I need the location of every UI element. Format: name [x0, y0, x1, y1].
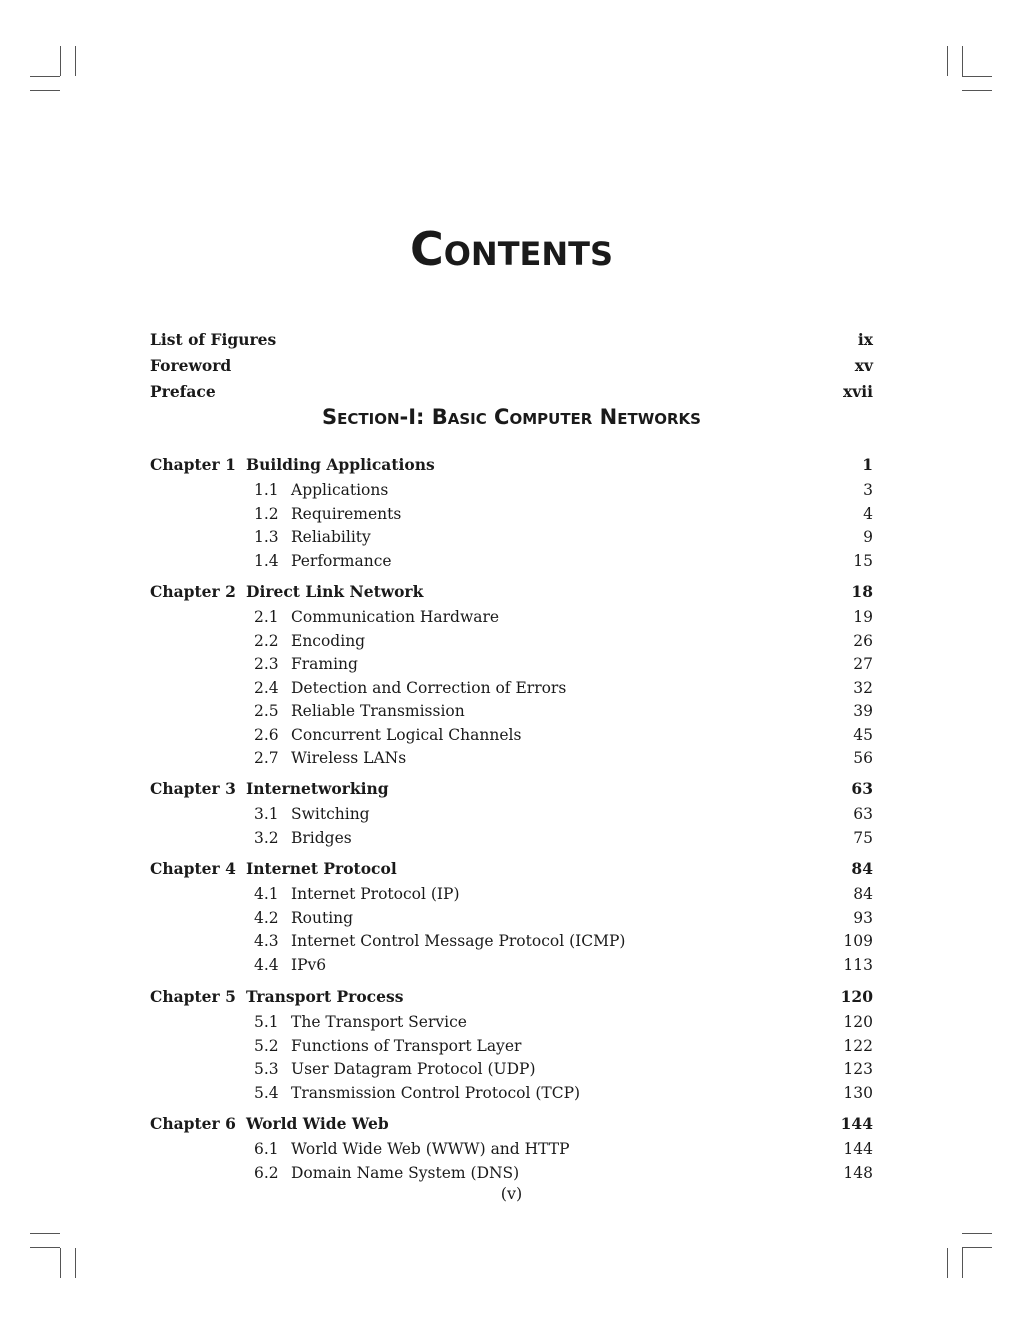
chapter-entry[interactable]: [150, 986, 873, 1008]
section-page-number: 9: [863, 528, 873, 546]
section-number: 5.2: [254, 1036, 279, 1055]
crop-mark: [60, 46, 61, 76]
chapter-page-number: 63: [851, 779, 873, 798]
chapter-entry[interactable]: [150, 1113, 873, 1135]
section-number: 3.1: [254, 805, 279, 823]
chapter-page-number: 120: [840, 987, 873, 1006]
chapter-title: Internet Protocol: [246, 859, 397, 878]
section-title: Wireless LANs: [291, 749, 407, 767]
section-number: 4.2: [254, 908, 279, 927]
section-title: Detection and Correction of Errors: [291, 678, 567, 697]
crop-mark: [962, 46, 963, 76]
crop-mark: [962, 76, 992, 77]
section-title: Switching: [291, 805, 370, 823]
section-entry[interactable]: [150, 930, 873, 952]
section-entry[interactable]: [150, 724, 873, 746]
crop-mark: [947, 1248, 948, 1278]
crop-mark: [75, 46, 76, 76]
section-entry[interactable]: [150, 907, 873, 929]
section-page-number: 148: [843, 1163, 873, 1182]
section-page-number: 75: [853, 828, 873, 847]
section-page-number: 45: [853, 725, 873, 744]
chapter-title: Internetworking: [246, 779, 389, 798]
section-title: Transmission Control Protocol (TCP): [291, 1083, 581, 1102]
section-number: 2.1: [254, 608, 279, 626]
section-page-number: 122: [843, 1036, 873, 1055]
entry-page-number: ix: [857, 330, 873, 349]
section-entry[interactable]: [150, 803, 873, 825]
section-number: 1.2: [254, 504, 279, 523]
section-number: 6.1: [254, 1140, 279, 1158]
crop-mark: [30, 90, 60, 91]
section-title: World Wide Web (WWW) and HTTP: [291, 1140, 570, 1158]
section-entry[interactable]: [150, 747, 873, 769]
section-number: 2.3: [254, 655, 279, 673]
section-number: 1.4: [254, 551, 279, 570]
chapter-label: Chapter 3: [150, 779, 236, 798]
section-page-number: 113: [843, 955, 873, 974]
chapter-title: World Wide Web: [246, 1114, 389, 1133]
front-matter-entry[interactable]: [150, 329, 873, 351]
section-page-number: 27: [853, 655, 873, 673]
section-entry[interactable]: [150, 1011, 873, 1033]
section-entry[interactable]: [150, 653, 873, 675]
crop-mark: [30, 1233, 60, 1234]
chapter-label: Chapter 1: [150, 455, 236, 474]
chapter-title: Building Applications: [246, 455, 435, 474]
section-number: 5.3: [254, 1060, 279, 1078]
chapter-title: Direct Link Network: [246, 582, 424, 601]
section-entry[interactable]: [150, 503, 873, 525]
section-entry[interactable]: [150, 526, 873, 548]
section-title: Reliable Transmission: [291, 702, 465, 720]
front-matter-entry[interactable]: [150, 381, 873, 403]
entry-page-number: xv: [854, 356, 873, 375]
chapter-page-number: 144: [840, 1114, 873, 1133]
section-page-number: 32: [853, 678, 873, 697]
section-entry[interactable]: [150, 1138, 873, 1160]
section-entry[interactable]: [150, 1058, 873, 1080]
section-number: 2.6: [254, 725, 279, 744]
section-page-number: 4: [863, 504, 873, 523]
section-title: Bridges: [291, 828, 352, 847]
section-title: User Datagram Protocol (UDP): [291, 1060, 536, 1078]
chapter-page-number: 18: [851, 582, 873, 601]
section-number: 2.5: [254, 702, 279, 720]
chapter-label: Chapter 2: [150, 582, 236, 601]
section-entry[interactable]: [150, 550, 873, 572]
chapter-entry[interactable]: [150, 858, 873, 880]
section-heading: Section-I: Basic Computer Networks: [322, 405, 701, 429]
section-entry[interactable]: [150, 1082, 873, 1104]
section-title: Concurrent Logical Channels: [291, 725, 522, 744]
section-title: Internet Control Message Protocol (ICMP): [291, 932, 626, 950]
section-page-number: 26: [853, 631, 873, 650]
page-title: Contents: [409, 222, 614, 276]
section-number: 4.1: [254, 885, 279, 903]
chapter-title: Transport Process: [246, 987, 404, 1006]
section-number: 4.3: [254, 932, 279, 950]
entry-title: List of Figures: [150, 330, 277, 349]
chapter-entry[interactable]: [150, 581, 873, 603]
chapter-label: Chapter 6: [150, 1114, 236, 1133]
section-number: 5.1: [254, 1013, 279, 1031]
crop-mark: [962, 1247, 992, 1248]
chapter-entry[interactable]: [150, 454, 873, 476]
section-number: 3.2: [254, 828, 279, 847]
crop-mark: [962, 90, 992, 91]
section-number: 6.2: [254, 1163, 279, 1182]
chapter-label: Chapter 5: [150, 987, 236, 1006]
section-title: Requirements: [291, 504, 402, 523]
section-page-number: 130: [843, 1083, 873, 1102]
section-page-number: 19: [853, 608, 873, 626]
section-title: Internet Protocol (IP): [291, 885, 460, 903]
crop-mark: [30, 76, 60, 77]
section-page-number: 3: [863, 481, 873, 499]
section-page-number: 123: [843, 1060, 873, 1078]
section-page-number: 120: [843, 1013, 873, 1031]
section-entry[interactable]: [150, 954, 873, 976]
section-entry[interactable]: [150, 630, 873, 652]
section-page-number: 84: [853, 885, 873, 903]
section-entry[interactable]: [150, 1162, 873, 1184]
section-number: 1.1: [254, 481, 279, 499]
chapter-label: Chapter 4: [150, 859, 236, 878]
section-page-number: 63: [853, 805, 873, 823]
section-page-number: 109: [843, 932, 873, 950]
section-title: The Transport Service: [291, 1013, 467, 1031]
entry-page-number: xvii: [842, 382, 873, 401]
section-page-number: 93: [853, 908, 873, 927]
chapter-entry[interactable]: [150, 778, 873, 800]
section-number: 4.4: [254, 955, 279, 974]
section-title: Reliability: [291, 528, 371, 546]
crop-mark: [60, 1248, 61, 1278]
crop-mark: [75, 1248, 76, 1278]
section-title: Encoding: [291, 631, 366, 650]
section-entry[interactable]: [150, 1035, 873, 1057]
section-number: 1.3: [254, 528, 279, 546]
page-folio: (v): [500, 1184, 523, 1203]
front-matter-entry[interactable]: [150, 355, 873, 377]
section-number: 5.4: [254, 1083, 279, 1102]
section-page-number: 39: [853, 702, 873, 720]
crop-mark: [30, 1247, 60, 1248]
section-title: Communication Hardware: [291, 608, 500, 626]
entry-title: Preface: [150, 382, 216, 401]
section-title: Framing: [291, 655, 358, 673]
section-page-number: 144: [843, 1140, 873, 1158]
section-entry[interactable]: [150, 883, 873, 905]
section-title: Functions of Transport Layer: [291, 1036, 522, 1055]
crop-mark: [962, 1233, 992, 1234]
section-title: Routing: [291, 908, 354, 927]
section-page-number: 15: [853, 551, 873, 570]
section-page-number: 56: [853, 749, 873, 767]
section-number: 2.7: [254, 749, 279, 767]
section-number: 2.4: [254, 678, 279, 697]
section-entry[interactable]: [150, 700, 873, 722]
crop-mark: [962, 1248, 963, 1278]
section-number: 2.2: [254, 631, 279, 650]
section-entry[interactable]: [150, 677, 873, 699]
chapter-page-number: 84: [851, 859, 873, 878]
section-title: Domain Name System (DNS): [291, 1163, 520, 1182]
section-entry[interactable]: [150, 479, 873, 501]
section-entry[interactable]: [150, 827, 873, 849]
entry-title: Foreword: [150, 356, 232, 375]
section-title: Applications: [291, 481, 389, 499]
section-title: IPv6: [291, 955, 327, 974]
crop-mark: [947, 46, 948, 76]
section-title: Performance: [291, 551, 392, 570]
chapter-page-number: 1: [862, 455, 873, 474]
section-entry[interactable]: [150, 606, 873, 628]
